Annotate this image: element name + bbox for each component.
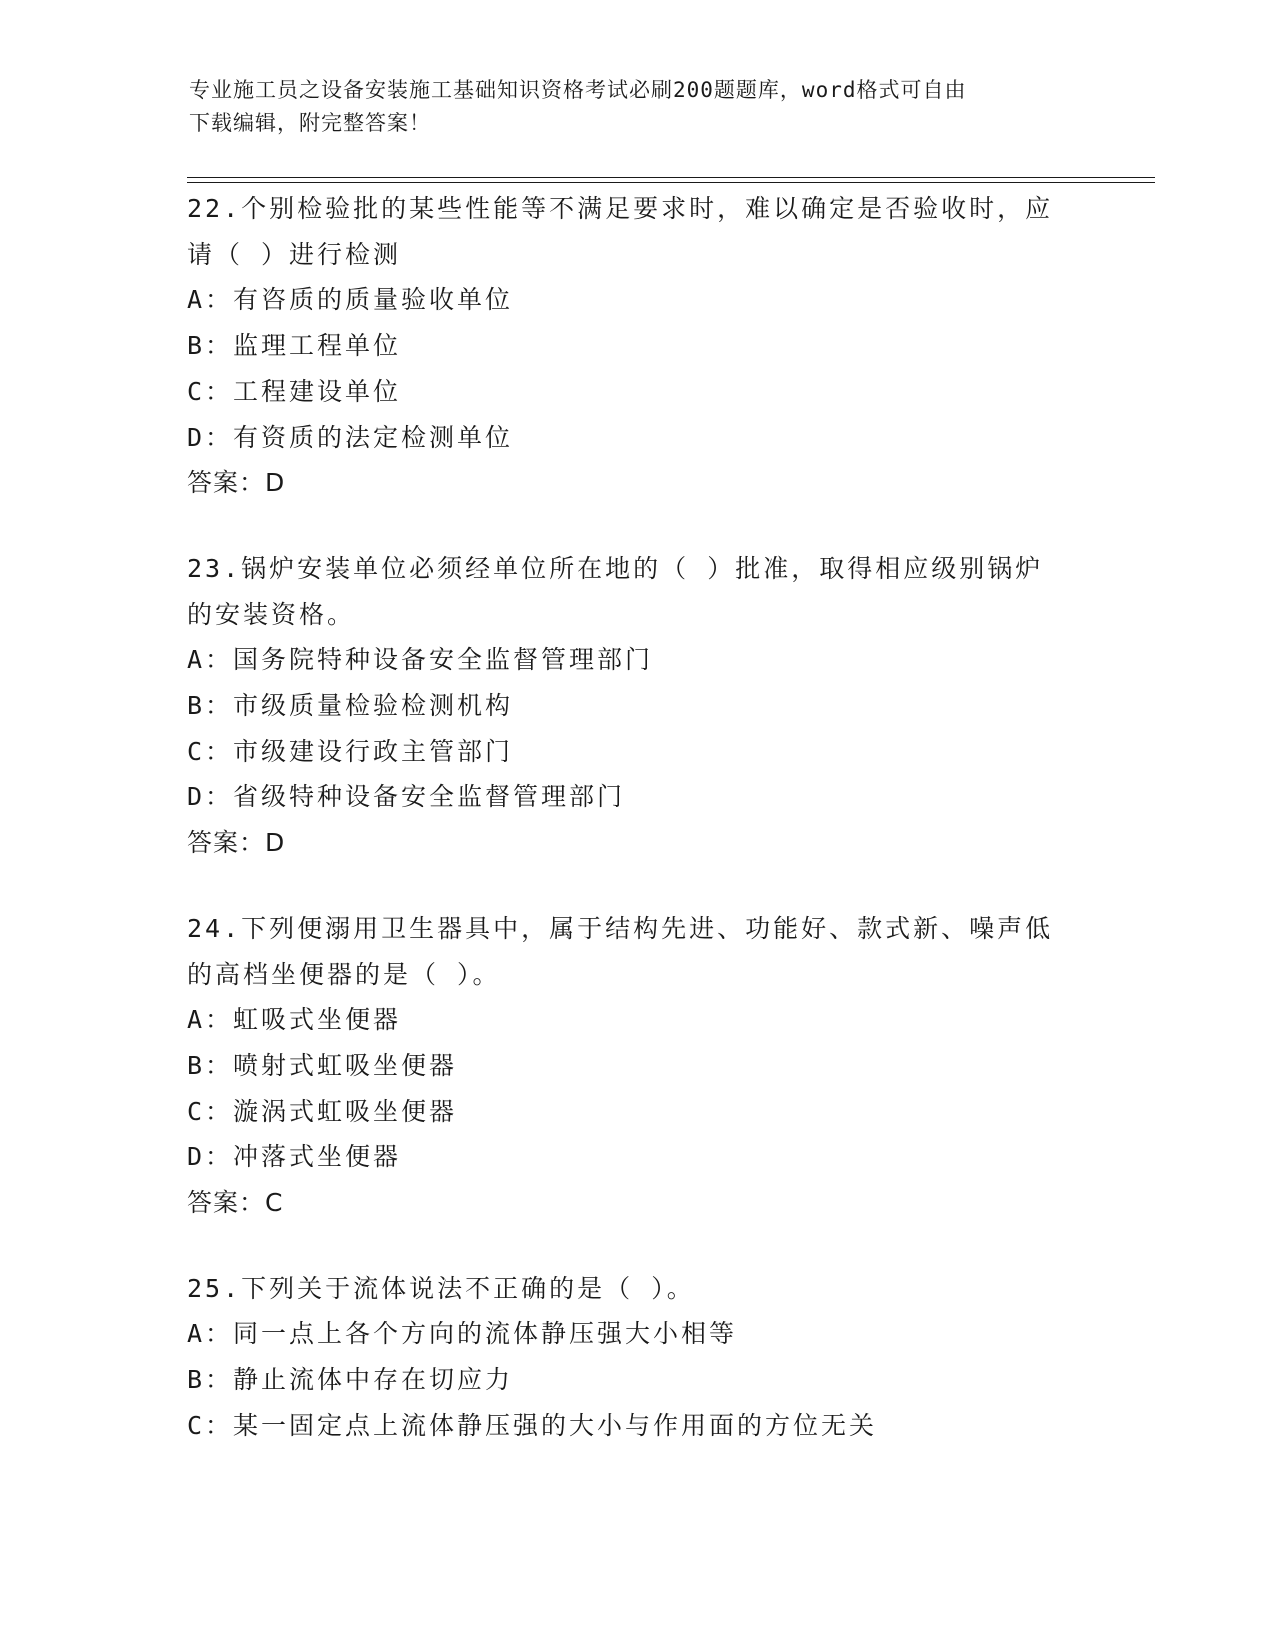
- document-header: [189, 74, 1069, 140]
- option-d: D：冲落式坐便器: [187, 1142, 402, 1172]
- option-b: B：市级质量检验检测机构: [187, 691, 514, 721]
- option-c: C：工程建设单位: [187, 376, 402, 406]
- option-c: C：漩涡式虹吸坐便器: [187, 1096, 458, 1126]
- header-line: 专业施工员之设备安装施工基础知识资格考试必刷200题题库，word格式可自由: [189, 78, 967, 102]
- question-stem: 的安装资格。: [187, 599, 356, 629]
- question-stem: 22.个别检验批的某些性能等不满足要求时，难以确定是否验收时，应: [187, 194, 1054, 223]
- question-22: [187, 186, 1087, 506]
- question-stem: 23.锅炉安装单位必须经单位所在地的（ ）批准，取得相应级别锅炉: [187, 553, 1044, 583]
- answer-text: 答案：D: [187, 468, 286, 498]
- option-a: A：国务院特种设备安全监督管理部门: [187, 645, 654, 675]
- option-a: A：虹吸式坐便器: [187, 1005, 402, 1035]
- question-24: [187, 906, 1087, 1226]
- option-b: B：静止流体中存在切应力: [187, 1365, 514, 1395]
- option-b: B：喷射式虹吸坐便器: [187, 1050, 458, 1080]
- option-d: D：省级特种设备安全监督管理部门: [187, 782, 626, 812]
- option-d: D：有资质的法定检测单位: [187, 422, 514, 452]
- question-stem: 25.下列关于流体说法不正确的是（ ）。: [187, 1273, 695, 1303]
- option-a: A：有咨质的质量验收单位: [187, 285, 514, 315]
- question-stem: 请（ ）进行检测: [187, 239, 402, 269]
- option-c: C：市级建设行政主管部门: [187, 736, 514, 766]
- answer-text: 答案：C: [187, 1188, 284, 1218]
- header-divider: [187, 182, 1155, 183]
- header-divider: [187, 177, 1155, 178]
- answer-text: 答案：D: [187, 828, 286, 858]
- question-stem: 的高档坐便器的是（ ）。: [187, 959, 501, 989]
- option-b: B：监理工程单位: [187, 331, 402, 361]
- header-line: 下载编辑，附完整答案！: [189, 111, 431, 135]
- question-23: [187, 546, 1087, 866]
- question-25: [187, 1266, 1087, 1449]
- option-a: A：同一点上各个方向的流体静压强大小相等: [187, 1319, 738, 1349]
- question-list: [187, 186, 1087, 1489]
- option-c: C：某一固定点上流体静压强的大小与作用面的方位无关: [187, 1410, 878, 1440]
- question-stem: 24.下列便溺用卫生器具中，属于结构先进、功能好、款式新、噪声低: [187, 913, 1054, 943]
